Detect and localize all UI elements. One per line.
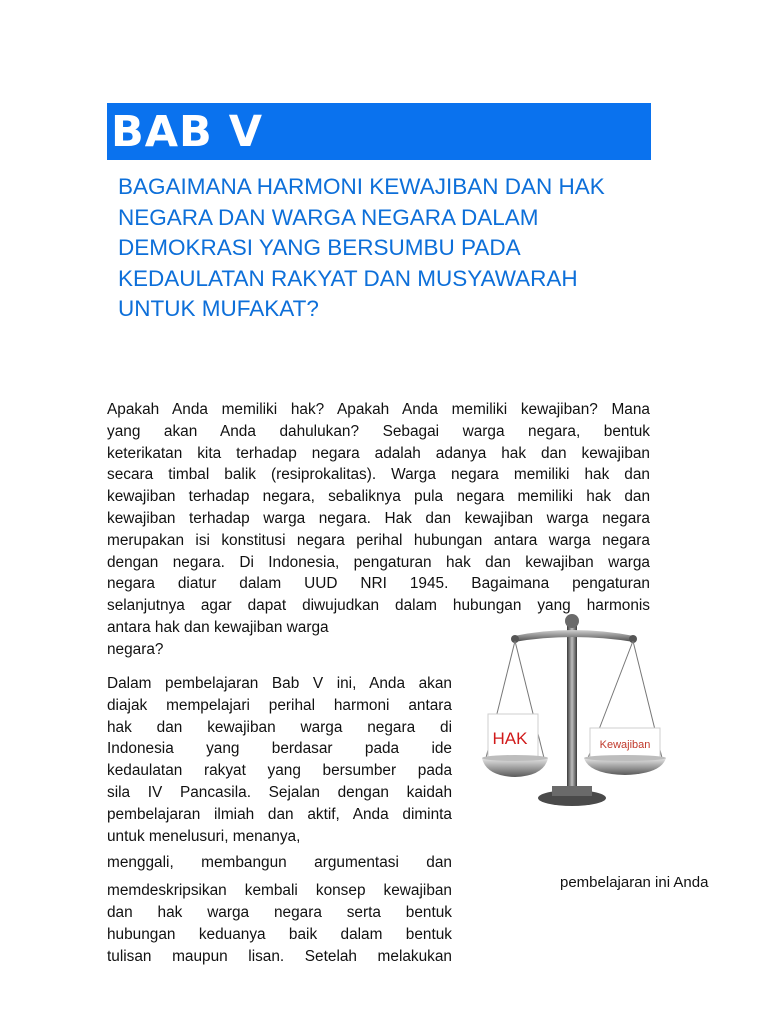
- question-line: DEMOKRASI YANG BERSUMBU PADA: [118, 235, 521, 260]
- kewajiban-card: [590, 728, 660, 758]
- chapter-title: BAB V: [111, 107, 264, 157]
- question-line: KEDAULATAN RAKYAT DAN MUSYAWARAH: [118, 265, 578, 291]
- text-line: sila IV Pancasila. Sejalan dengan kaidah: [107, 783, 452, 801]
- text-line: hubungan keduanya baik dalam bentuk: [107, 925, 452, 943]
- chapter-question: [118, 172, 638, 325]
- text-line: merupakan isi konstitusi negara perihal hubungan antara warga negara: [107, 531, 650, 549]
- text-line: memdeskripsikan kembali konsep kewajiban: [107, 882, 452, 900]
- text-line: negara?: [107, 640, 164, 658]
- text-line: Apakah Anda memiliki hak? Apakah Anda memiliki kewajiban? Mana: [107, 401, 650, 418]
- chapter-banner: [107, 103, 651, 160]
- question-line: UNTUK MUFAKAT?: [118, 296, 319, 321]
- text-line: yang akan Anda dahulukan? Sebagai warga negara, bentuk: [107, 422, 650, 440]
- hak-card: [488, 714, 538, 758]
- text-line: Dalam pembelajaran Bab V ini, Anda akan: [107, 675, 452, 692]
- text-line: menggali, membangun argumentasi dan: [107, 854, 452, 872]
- question-line: NEGARA DAN WARGA NEGARA DALAM: [118, 204, 539, 230]
- text-line: keterikatan kita terhadap negara adalah adanya hak dan kewajiban: [107, 444, 650, 462]
- text-line: antara hak dan kewajiban warga: [107, 618, 329, 636]
- text-line: kewajiban terhadap negara, sebaliknya pula negara memiliki hak dan: [107, 488, 650, 506]
- text-line: negara diatur dalam UUD NRI 1945. Bagaimana pengaturan: [107, 575, 650, 593]
- text-line: selanjutnya agar dapat diwujudkan dalam hubungan yang harmonis: [107, 597, 650, 615]
- text-line: untuk menelusuri, menanya,: [107, 827, 301, 845]
- learning-paragraph: [107, 673, 452, 967]
- text-line: dan hak warga negara serta bentuk: [107, 903, 452, 921]
- text-line: kedaulatan rakyat yang bersumber pada: [107, 762, 452, 780]
- text-line: hak dan kewajiban warga negara di: [107, 718, 452, 736]
- side-text: pembelajaran ini Anda: [560, 874, 709, 891]
- balance-scale-icon: [478, 612, 668, 812]
- text-line: dengan negara. Di Indonesia, pengaturan hak dan kewajiban warga: [107, 553, 650, 571]
- text-line: kewajiban terhadap warga negara. Hak dan kewajiban warga negara: [107, 509, 650, 527]
- kewajiban-label: Kewajiban: [599, 739, 651, 751]
- text-line: pembelajaran ilmiah dan aktif, Anda diminta: [107, 805, 452, 823]
- text-line: diajak mempelajari perihal harmoni antara: [107, 696, 452, 714]
- text-line: Indonesia yang berdasar pada ide: [107, 740, 452, 758]
- text-line: secara timbal balik (resiprokalitas). Warga negara memiliki hak dan: [107, 466, 650, 484]
- text-line: tulisan maupun lisan. Setelah melakukan: [107, 947, 452, 965]
- hak-label: HAK: [492, 729, 528, 748]
- question-line: BAGAIMANA HARMONI KEWAJIBAN DAN HAK: [118, 174, 605, 199]
